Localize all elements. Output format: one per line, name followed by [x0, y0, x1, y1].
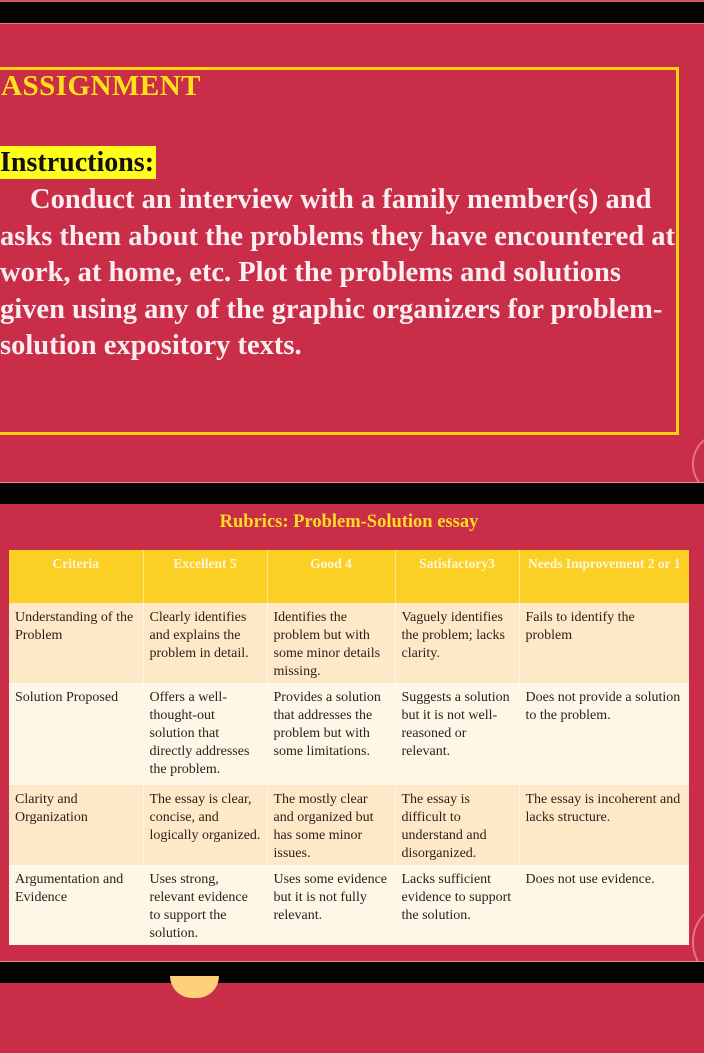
good-cell: Uses some evidence but it is not fully relevant. [267, 865, 395, 945]
satisfactory-cell: The essay is difficult to understand and disorganized. [395, 785, 519, 865]
excellent-cell: Uses strong, relevant evidence to support the solution. [143, 865, 267, 945]
needs-improvement-cell: The essay is incoherent and lacks structure. [519, 785, 689, 865]
criteria-cell: Understanding of the Problem [9, 603, 143, 683]
table-row [9, 785, 689, 865]
header-excellent: Excellent 5 [143, 550, 267, 603]
satisfactory-cell: Vaguely identifies the problem; lacks clarity. [395, 603, 519, 683]
table-row [9, 683, 689, 785]
criteria-cell: Clarity and Organization [9, 785, 143, 865]
header-satisfactory: Satisfactory3 [395, 550, 519, 603]
table-row [9, 865, 689, 945]
excellent-cell: Clearly identifies and explains the problem in detail. [143, 603, 267, 683]
assignment-title: ASSIGNMENT [1, 70, 201, 102]
instructions-label: Instructions: [0, 147, 155, 178]
top-edge-line [0, 0, 704, 2]
bottom-black-bar [0, 961, 704, 983]
rubric-title: Rubrics: Problem-Solution essay [219, 512, 479, 532]
header-criteria: Criteria [9, 550, 143, 603]
instructions-text: Conduct an interview with a family member(s) and asks them about the problems they have encountered at work, at home, etc. Plot the problems and solutions given using any of the graphic organizers for problem-solution expository texts. [0, 184, 676, 362]
rubric-header-row [9, 550, 689, 603]
decorative-sun-icon [170, 976, 219, 998]
good-cell: Provides a solution that addresses the problem but with some limitations. [267, 683, 395, 785]
table-row [9, 603, 689, 683]
slide-divider-bar [0, 482, 704, 504]
criteria-cell: Solution Proposed [9, 683, 143, 785]
excellent-cell: Offers a well-thought-out solution that directly addresses the problem. [143, 683, 267, 785]
needs-improvement-cell: Does not use evidence. [519, 865, 689, 945]
good-cell: Identifies the problem but with some minor details missing. [267, 603, 395, 683]
excellent-cell: The essay is clear, concise, and logically organized. [143, 785, 267, 865]
top-black-bar [0, 0, 704, 24]
satisfactory-cell: Suggests a solution but it is not well-reasoned or relevant. [395, 683, 519, 785]
criteria-cell: Argumentation and Evidence [9, 865, 143, 945]
header-needs-improvement: Needs Improvement 2 or 1 [519, 550, 689, 603]
rubric-table [9, 550, 689, 945]
needs-improvement-cell: Does not provide a solution to the problem. [519, 683, 689, 785]
needs-improvement-cell: Fails to identify the problem [519, 603, 689, 683]
header-good: Good 4 [267, 550, 395, 603]
satisfactory-cell: Lacks sufficient evidence to support the solution. [395, 865, 519, 945]
good-cell: The mostly clear and organized but has some minor issues. [267, 785, 395, 865]
